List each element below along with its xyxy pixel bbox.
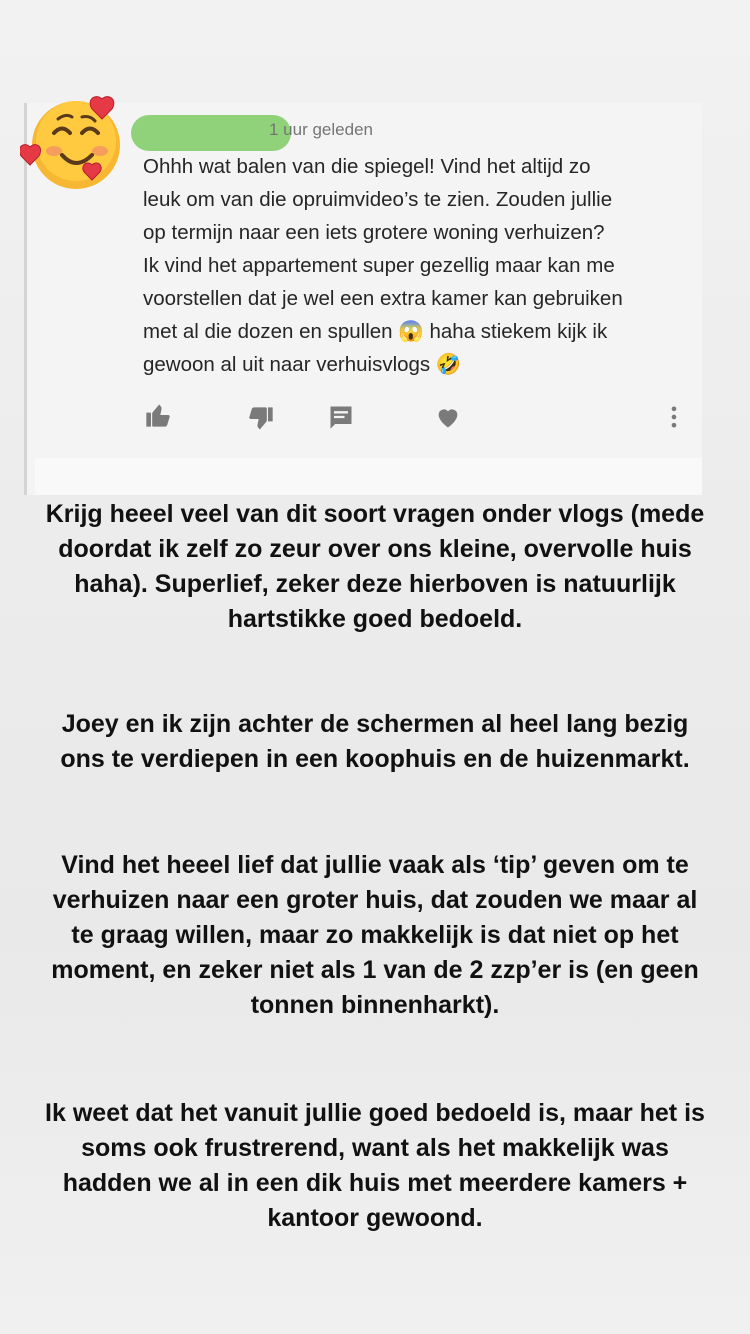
comment-card-footer-band [35,458,702,495]
story-paragraph-2: Joey en ik zijn achter de schermen al heel lang bezig ons te verdiepen in een koophuis en de huizenmarkt. [60,710,690,773]
comment-timestamp: 1 uur geleden [269,120,373,139]
story-paragraph-1: Krijg heeel veel van dit soort vragen onder vlogs (mede doordat ik zelf zo zeur over ons kleine, overvolle huis haha). Superlief, zeker deze hierboven is natuurlijk hartstikke goed bedoeld. [45,500,705,633]
comment-text: Ohhh wat balen van die spiegel! Vind het altijd zo leuk om van die opruimvideo’s te zien. Zouden jullie op termijn naar een iets grotere woning verhuizen? Ik vind het appartement super gezellig maar kan me voorstellen dat je wel een extra kamer kan gebruiken met al die dozen en spullen 😱 haha stiekem kijk ik gewoon al uit naar verhuisvlogs 🤣 [143,155,623,376]
story-paragraph-4: Ik weet dat het vanuit jullie goed bedoeld is, maar het is soms ook frustrerend, want als het makkelijk was hadden we al in een dik huis met meerdere kamers + kantoor gewoond. [45,1099,705,1232]
reply-icon[interactable] [327,403,355,431]
story-paragraph-3: Vind het heeel lief dat jullie vaak als ‘tip’ geven om te verhuizen naar een groter huis, dat zouden we maar al te graag willen, maar zo makkelijk is dat niet op het moment, en zeker niet als 1 van de 2 zzp’er is (en geen tonnen binnenharkt). [51,851,699,1019]
heart-icon[interactable] [434,403,462,431]
more-icon[interactable] [660,403,688,431]
like-icon[interactable] [144,401,172,429]
dislike-icon[interactable] [247,405,275,433]
redacted-username [131,115,291,151]
smiling-face-with-hearts-icon [20,95,130,195]
